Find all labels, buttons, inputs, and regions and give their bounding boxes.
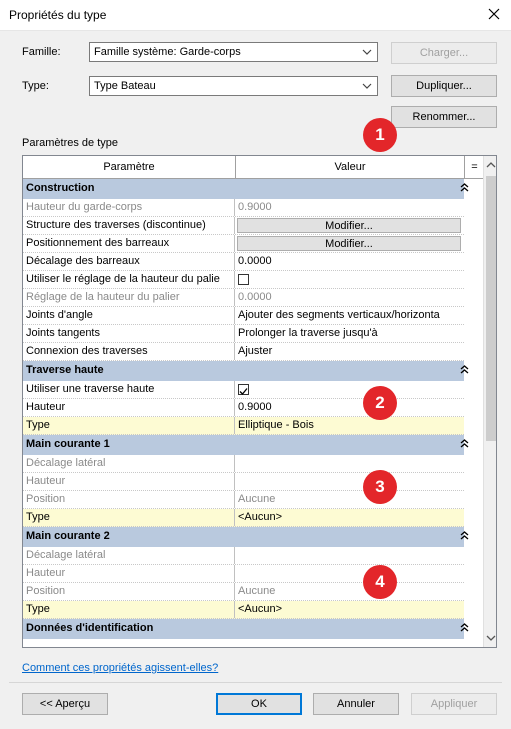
parameter-row[interactable] [23,289,464,307]
parameter-value[interactable] [235,271,464,288]
group-header[interactable] [23,527,464,547]
group-title: Traverse haute [26,364,104,376]
parameter-value[interactable]: <Aucun> [238,603,283,615]
load-button[interactable]: Charger... [391,42,497,64]
parameter-row[interactable] [23,271,464,289]
group-header[interactable] [23,435,464,455]
parameter-value[interactable]: 0.0000 [238,255,272,267]
parameter-value [235,455,464,472]
parameter-name: Joints d'angle [23,307,235,324]
parameter-row[interactable] [23,565,464,583]
collapse-icon[interactable] [460,183,469,194]
parameter-name: Position [23,491,235,508]
parameter-value[interactable] [235,381,464,398]
grid-rows [23,179,464,639]
modify-button[interactable]: Modifier... [237,218,461,233]
parameter-name: Position [23,583,235,600]
parameter-name: Décalage des barreaux [23,253,235,270]
parameter-value[interactable] [235,217,464,234]
param-column-header[interactable]: Paramètre [23,156,236,178]
apply-button[interactable]: Appliquer [411,693,497,715]
collapse-icon[interactable] [460,531,469,542]
ok-button[interactable]: OK [216,693,302,715]
group-header[interactable] [23,361,464,381]
group-header[interactable] [23,619,464,639]
parameter-value[interactable]: Ajuster [238,345,273,357]
parameter-row[interactable] [23,235,464,253]
parameter-row[interactable] [23,473,464,491]
parameter-name: Type [23,509,235,526]
callout-badge-4: 4 [363,565,397,599]
parameter-name: Connexion des traverses [23,343,235,360]
title-bar [0,0,511,31]
parameter-row[interactable] [23,199,464,217]
parameter-row[interactable] [23,547,464,565]
parameter-row[interactable] [23,307,464,325]
parameter-name: Hauteur [23,399,235,416]
formula-column-header[interactable]: = [471,161,478,173]
checkbox[interactable] [238,384,249,395]
parameter-name: Décalage latéral [23,547,235,564]
callout-badge-3: 3 [363,470,397,504]
parameter-name: Utiliser le réglage de la hauteur du palie [23,271,235,288]
close-icon[interactable] [485,5,503,23]
parameter-row[interactable] [23,253,464,271]
parameter-value[interactable]: Elliptique - Bois [238,419,314,431]
family-label: Famille: [22,46,61,58]
parameter-value: 0.0000 [238,291,272,303]
type-params-label: Paramètres de type [22,137,118,149]
scroll-down-icon[interactable] [486,633,496,643]
parameter-value[interactable]: 0.9000 [238,401,272,413]
parameter-row[interactable] [23,601,464,619]
checkmark-icon [239,387,248,396]
parameter-name: Hauteur [23,565,235,582]
parameter-row[interactable] [23,325,464,343]
group-title: Main courante 2 [26,530,110,542]
family-value: Famille système: Garde-corps [94,46,241,58]
footer-divider [9,682,502,683]
grid-header [23,156,484,179]
parameter-name: Structure des traverses (discontinue) [23,217,235,234]
window-title: Propriétés du type [9,8,107,22]
parameter-name: Utiliser une traverse haute [23,381,235,398]
parameter-value: 0.9000 [238,201,272,213]
callout-badge-2: 2 [363,386,397,420]
parameter-name: Type [23,417,235,434]
group-title: Construction [26,182,95,194]
group-title: Main courante 1 [26,438,110,450]
parameter-row[interactable] [23,381,464,399]
parameter-row[interactable] [23,583,464,601]
parameter-row[interactable] [23,217,464,235]
parameter-value[interactable]: Ajouter des segments verticaux/horizonta [238,309,440,321]
type-label: Type: [22,80,49,92]
parameter-name: Joints tangents [23,325,235,342]
parameter-value [235,547,464,564]
parameter-name: Type [23,601,235,618]
parameter-row[interactable] [23,417,464,435]
parameter-name: Positionnement des barreaux [23,235,235,252]
help-link[interactable]: Comment ces propriétés agissent-elles? [22,662,219,674]
collapse-icon[interactable] [460,439,469,450]
callout-badge-1: 1 [363,118,397,152]
parameter-value [235,473,464,490]
parameter-value: Aucune [238,585,276,597]
chevron-down-icon [362,82,372,90]
value-column-header[interactable]: Valeur [236,156,465,178]
parameter-name: Hauteur [23,473,235,490]
rename-button[interactable]: Renommer... [391,106,497,128]
collapse-icon[interactable] [460,623,469,634]
group-header[interactable] [23,179,464,199]
type-select[interactable] [89,76,378,96]
scroll-up-icon[interactable] [486,160,496,170]
collapse-icon[interactable] [460,365,469,376]
type-value: Type Bateau [94,80,156,92]
vertical-scrollbar[interactable] [483,156,497,647]
checkbox[interactable] [238,274,249,285]
parameter-name: Hauteur du garde-corps [23,199,235,216]
parameter-value: Aucune [238,493,276,505]
group-title: Données d'identification [26,622,154,634]
parameter-row[interactable] [23,455,464,473]
parameter-row[interactable] [23,509,464,527]
parameter-row[interactable] [23,399,464,417]
preview-button[interactable]: << Aperçu [22,693,108,715]
duplicate-button[interactable]: Dupliquer... [391,75,497,97]
cancel-button[interactable]: Annuler [313,693,399,715]
modify-button[interactable]: Modifier... [237,236,461,251]
chevron-down-icon [362,48,372,56]
parameter-row[interactable] [23,343,464,361]
parameter-value[interactable] [235,235,464,252]
family-select[interactable] [89,42,378,62]
parameter-row[interactable] [23,491,464,509]
parameter-value[interactable]: <Aucun> [238,511,283,523]
parameter-value[interactable]: Prolonger la traverse jusqu'à [238,327,378,339]
parameter-name: Réglage de la hauteur du palier [23,289,235,306]
type-parameters-grid [22,155,497,648]
parameter-value [235,565,464,582]
parameter-name: Décalage latéral [23,455,235,472]
scroll-thumb[interactable] [486,176,496,441]
